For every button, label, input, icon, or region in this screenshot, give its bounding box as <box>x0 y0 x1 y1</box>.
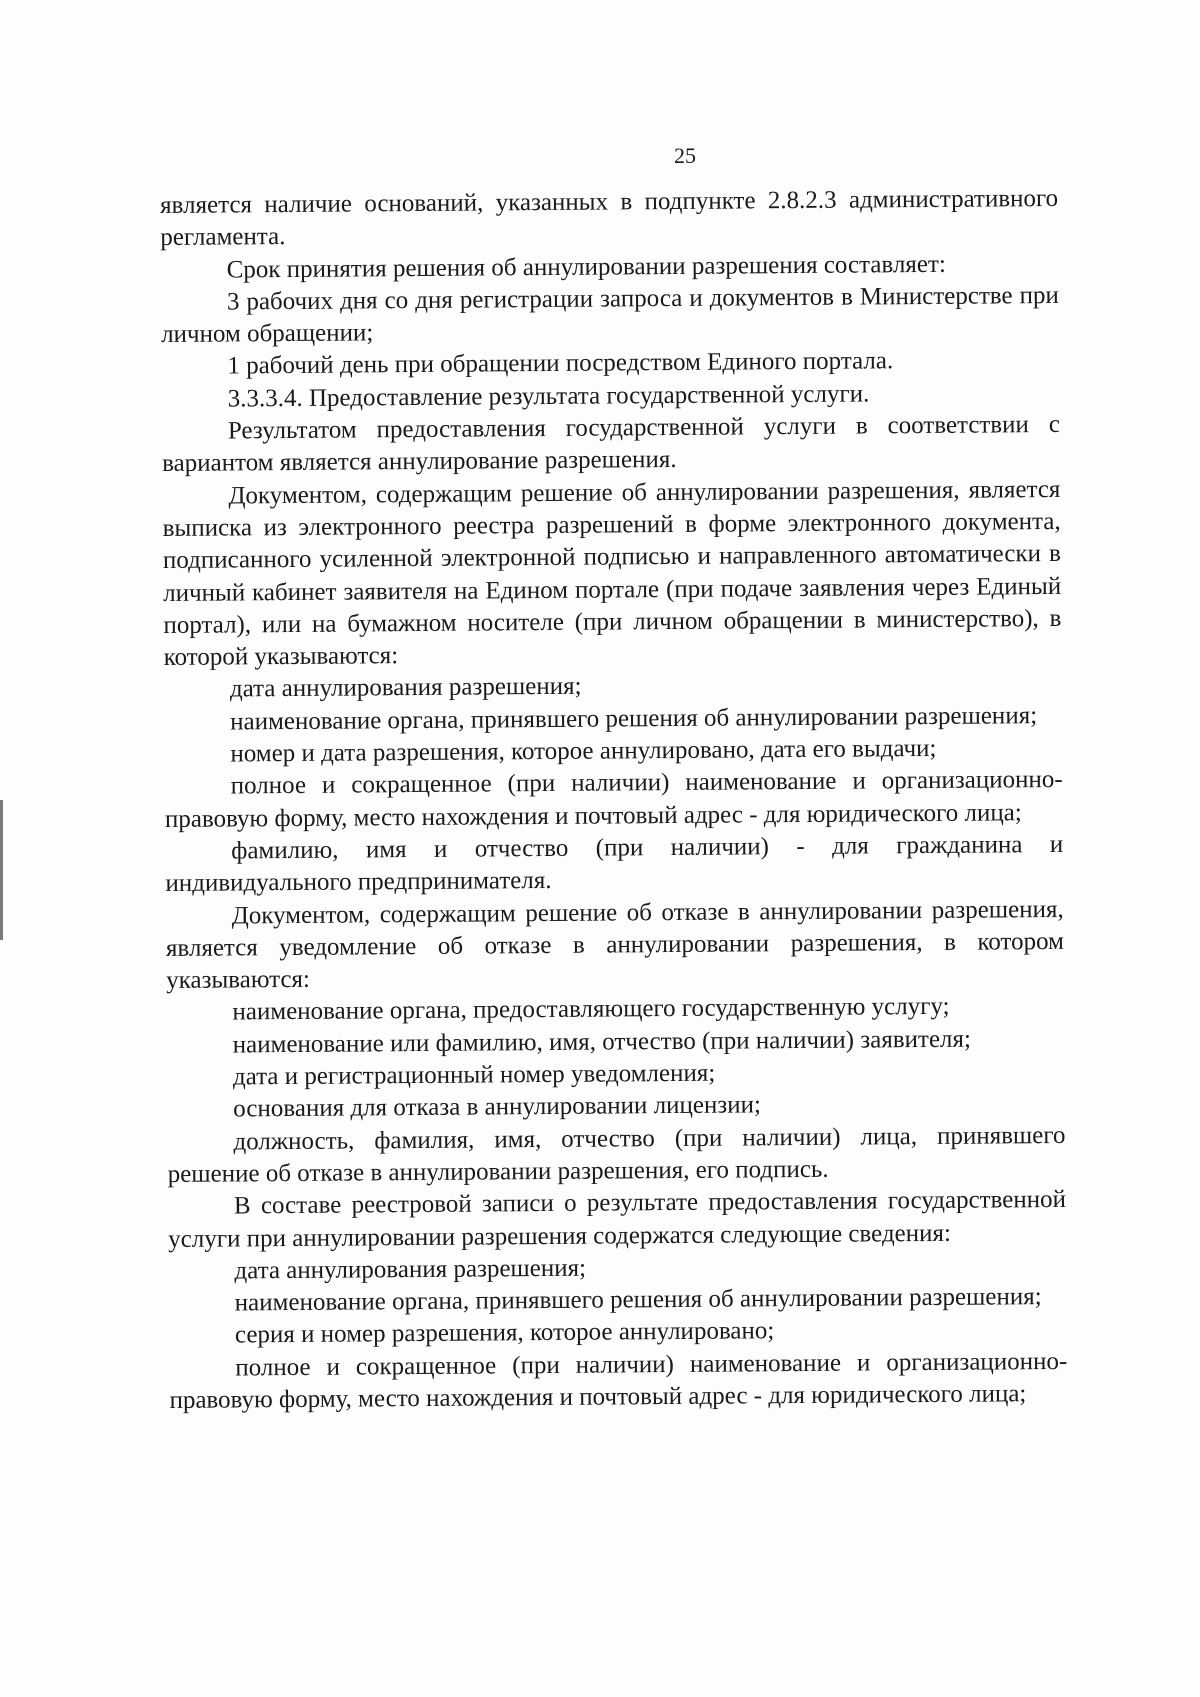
paragraph: полное и сокращенное (при наличии) наименование и организационно-правовую форму, место нахождения и почтовый адрес - для юридического лица; <box>169 1347 1068 1414</box>
document-body <box>160 183 1068 1417</box>
scan-edge-mark <box>0 800 3 940</box>
paragraph: В составе реестровой записи о результате предоставления государственной услуги при аннулировании разрешения содержатся следующие сведения: <box>168 1186 1067 1253</box>
paragraph: серия и номер разрешения, которое аннулировано; <box>234 1317 775 1349</box>
paragraph: 3 рабочих дня со дня регистрации запроса и документов в Министерстве при личном обращении; <box>161 281 1059 349</box>
paragraph: наименование или фамилию, имя, отчество (при наличии) заявителя; <box>232 1025 972 1059</box>
paragraph: фамилию, имя и отчество (при наличии) - для гражданина и индивидуального предпринимателя. <box>165 830 1064 898</box>
paragraph: Документом, содержащим решение об отказе в аннулировании разрешения, является уведомление об отказе в аннулировании разрешения, в котором указываются: <box>165 895 1065 995</box>
paragraph: наименование органа, принявшего решения об аннулировании разрешения; <box>230 701 1038 736</box>
paragraph: наименование органа, предоставляющего государственную услугу; <box>232 993 950 1026</box>
paragraph: дата и регистрационный номер уведомления; <box>232 1059 716 1091</box>
paragraph: 1 рабочий день при обращении посредством Единого портала. <box>227 347 894 380</box>
paragraph: Срок принятия решения об аннулировании разрешения составляет: <box>226 250 946 284</box>
paragraph: номер и дата разрешения, которое аннулировано, дата его выдачи; <box>230 734 937 768</box>
paragraph: основания для отказа в аннулировании лицензии; <box>233 1091 762 1123</box>
paragraph: дата аннулирования разрешения; <box>234 1254 587 1285</box>
paragraph: полное и сокращенное (при наличии) наименование и организационно-правовую форму, место нахождения и почтовый адрес - для юридического лица; <box>164 766 1063 833</box>
paragraph: должность, фамилия, имя, отчество (при наличии) лица, принявшего решение об отказе в аннулировании разрешения, его подпись. <box>167 1121 1066 1188</box>
paragraph: наименование органа, принявшего решения об аннулировании разрешения; <box>234 1283 1042 1317</box>
paragraph: является наличие оснований, указанных в подпункте 2.8.2.3 административного регламента. <box>160 184 1059 252</box>
page-number: 25 <box>674 143 696 168</box>
paragraph: Документом, содержащим решение об аннулировании разрешения, является выписка из электронного реестра разрешений в форме электронного документа, подписанного усиленной электронной подписью и направленного автоматически в личный кабинет заявителя на Едином портале (при подаче заявления через Единый портал), или на бумажном носителе (при личном обращении в министерство), в которой указываются: <box>162 475 1062 672</box>
paragraph: дата аннулирования разрешения; <box>229 673 582 703</box>
paragraph: 3.3.3.4. Предоставление результата государственной услуги. <box>227 380 870 413</box>
paragraph: Результатом предоставления государственной услуги в соответствии с вариантом является аннулирование разрешения. <box>162 411 1060 478</box>
